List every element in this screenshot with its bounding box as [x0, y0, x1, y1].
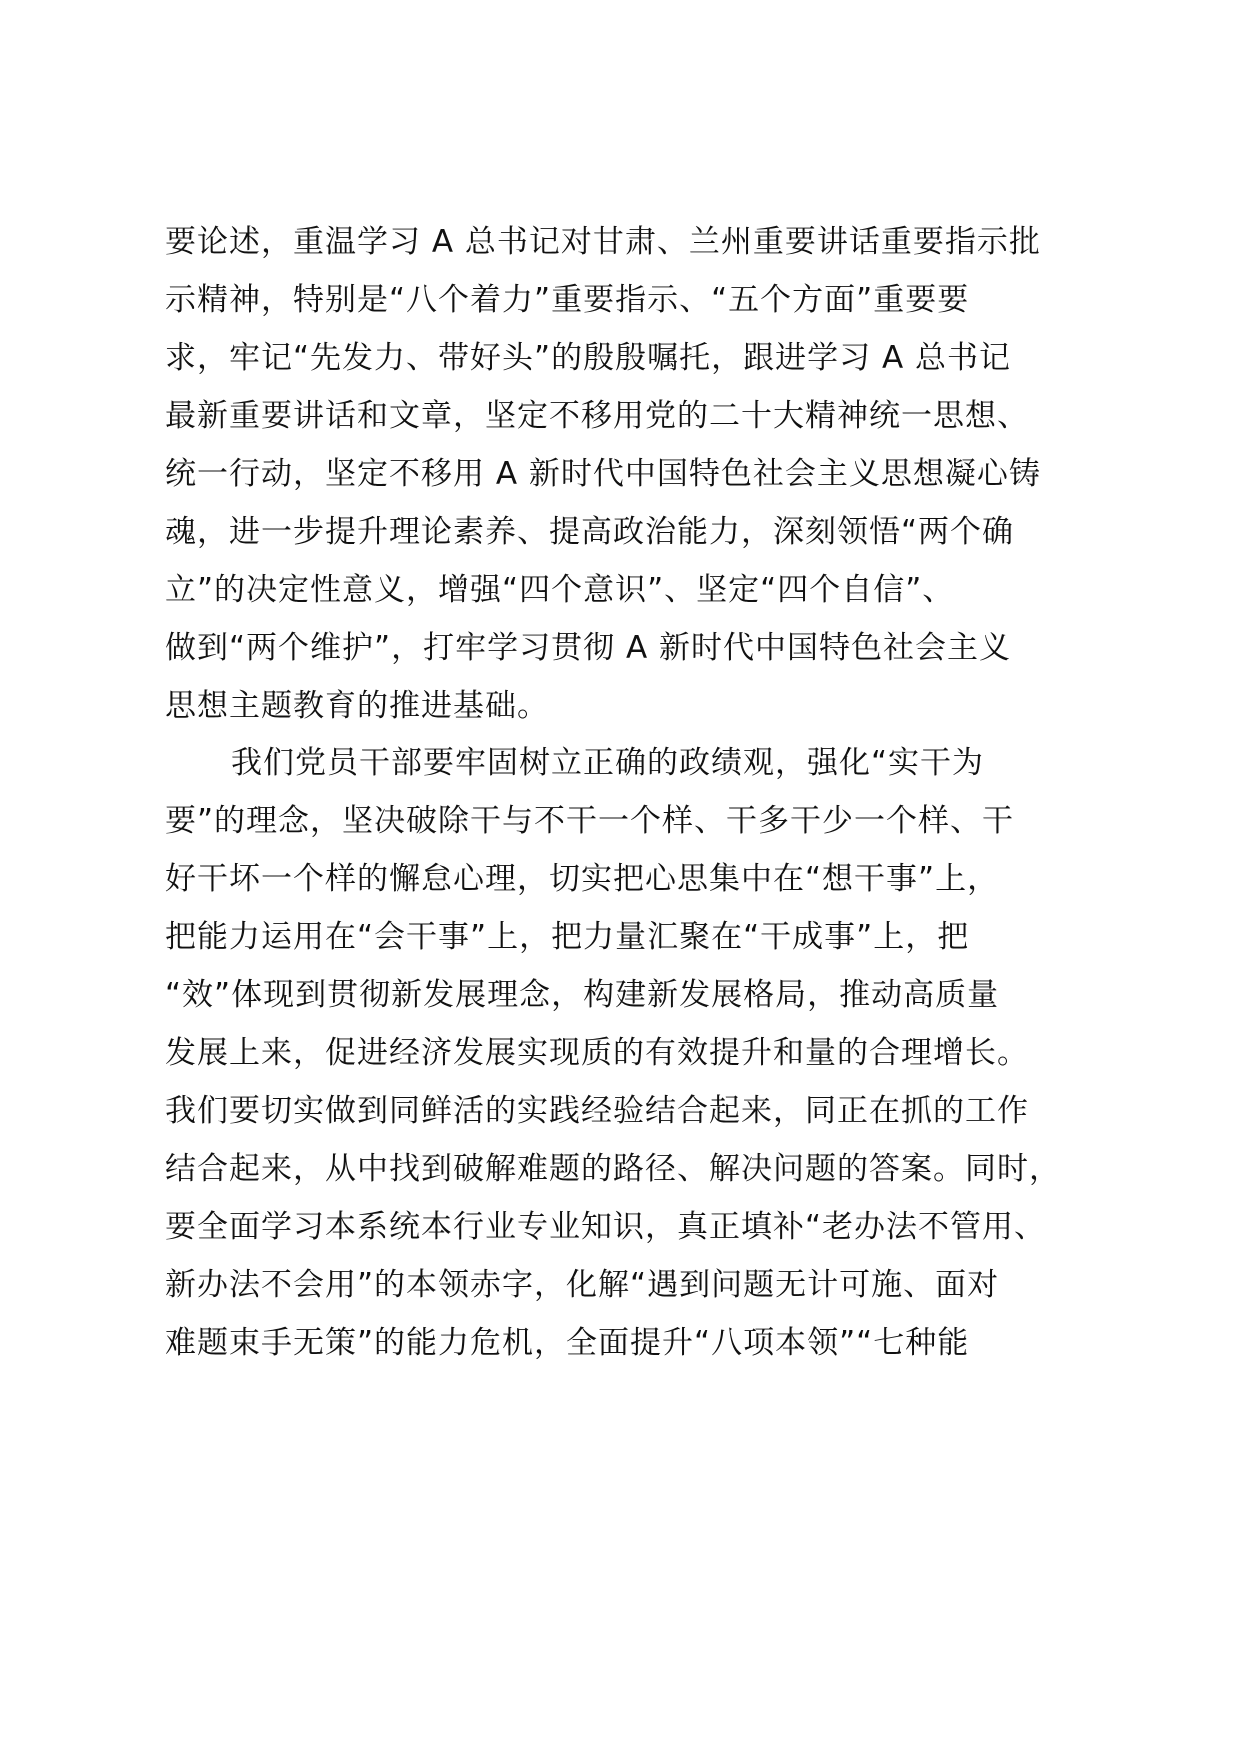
body-text-line: 我们要切实做到同鲜活的实践经验结合起来，同正在抓的工作 — [165, 1093, 1029, 1129]
body-text-line: 魂，进一步提升理论素养、提高政治能力，深刻领悟“两个确 — [165, 514, 1015, 550]
body-text-line: 把能力运用在“会干事”上，把力量汇聚在“干成事”上，把 — [165, 919, 970, 955]
body-text-line: “效”体现到贯彻新发展理念，构建新发展格局，推动高质量 — [165, 977, 1000, 1013]
body-text-line: 思想主题教育的推进基础。 — [165, 688, 549, 724]
paragraph-first-line: 我们党员干部要牢固树立正确的政绩观，强化“实干为 — [231, 745, 985, 781]
body-text-line: 要论述，重温学习 A 总书记对甘肃、兰州重要讲话重要指示批 — [165, 224, 1041, 260]
body-text-line: 统一行动，坚定不移用 A 新时代中国特色社会主义思想凝心铸 — [165, 456, 1041, 492]
body-text-line: 好干坏一个样的懈怠心理，切实把心思集中在“想干事”上， — [165, 861, 1000, 897]
body-text-line: 发展上来，促进经济发展实现质的有效提升和量的合理增长。 — [165, 1035, 1029, 1071]
body-text-line: 求，牢记“先发力、带好头”的殷殷嘱托，跟进学习 A 总书记 — [165, 340, 1012, 376]
body-text-line: 要”的理念，坚决破除干与不干一个样、干多干少一个样、干 — [165, 803, 1015, 839]
body-text-line: 新办法不会用”的本领赤字，化解“遇到问题无计可施、面对 — [165, 1267, 1000, 1303]
body-text-line: 做到“两个维护”，打牢学习贯彻 A 新时代中国特色社会主义 — [165, 630, 1012, 666]
body-text-line: 立”的决定性意义，增强“四个意识”、坚定“四个自信”、 — [165, 572, 955, 608]
body-text-line: 要全面学习本系统本行业专业知识，真正填补“老办法不管用、 — [165, 1209, 1047, 1245]
body-text-line: 难题束手无策”的能力危机，全面提升“八项本领”“七种能 — [165, 1325, 970, 1361]
body-text-line: 结合起来，从中找到破解难题的路径、解决问题的答案。同时， — [165, 1151, 1061, 1187]
body-text-line: 最新重要讲话和文章，坚定不移用党的二十大精神统一思想、 — [165, 398, 1029, 434]
body-text-line: 示精神，特别是“八个着力”重要指示、“五个方面”重要要 — [165, 282, 970, 318]
